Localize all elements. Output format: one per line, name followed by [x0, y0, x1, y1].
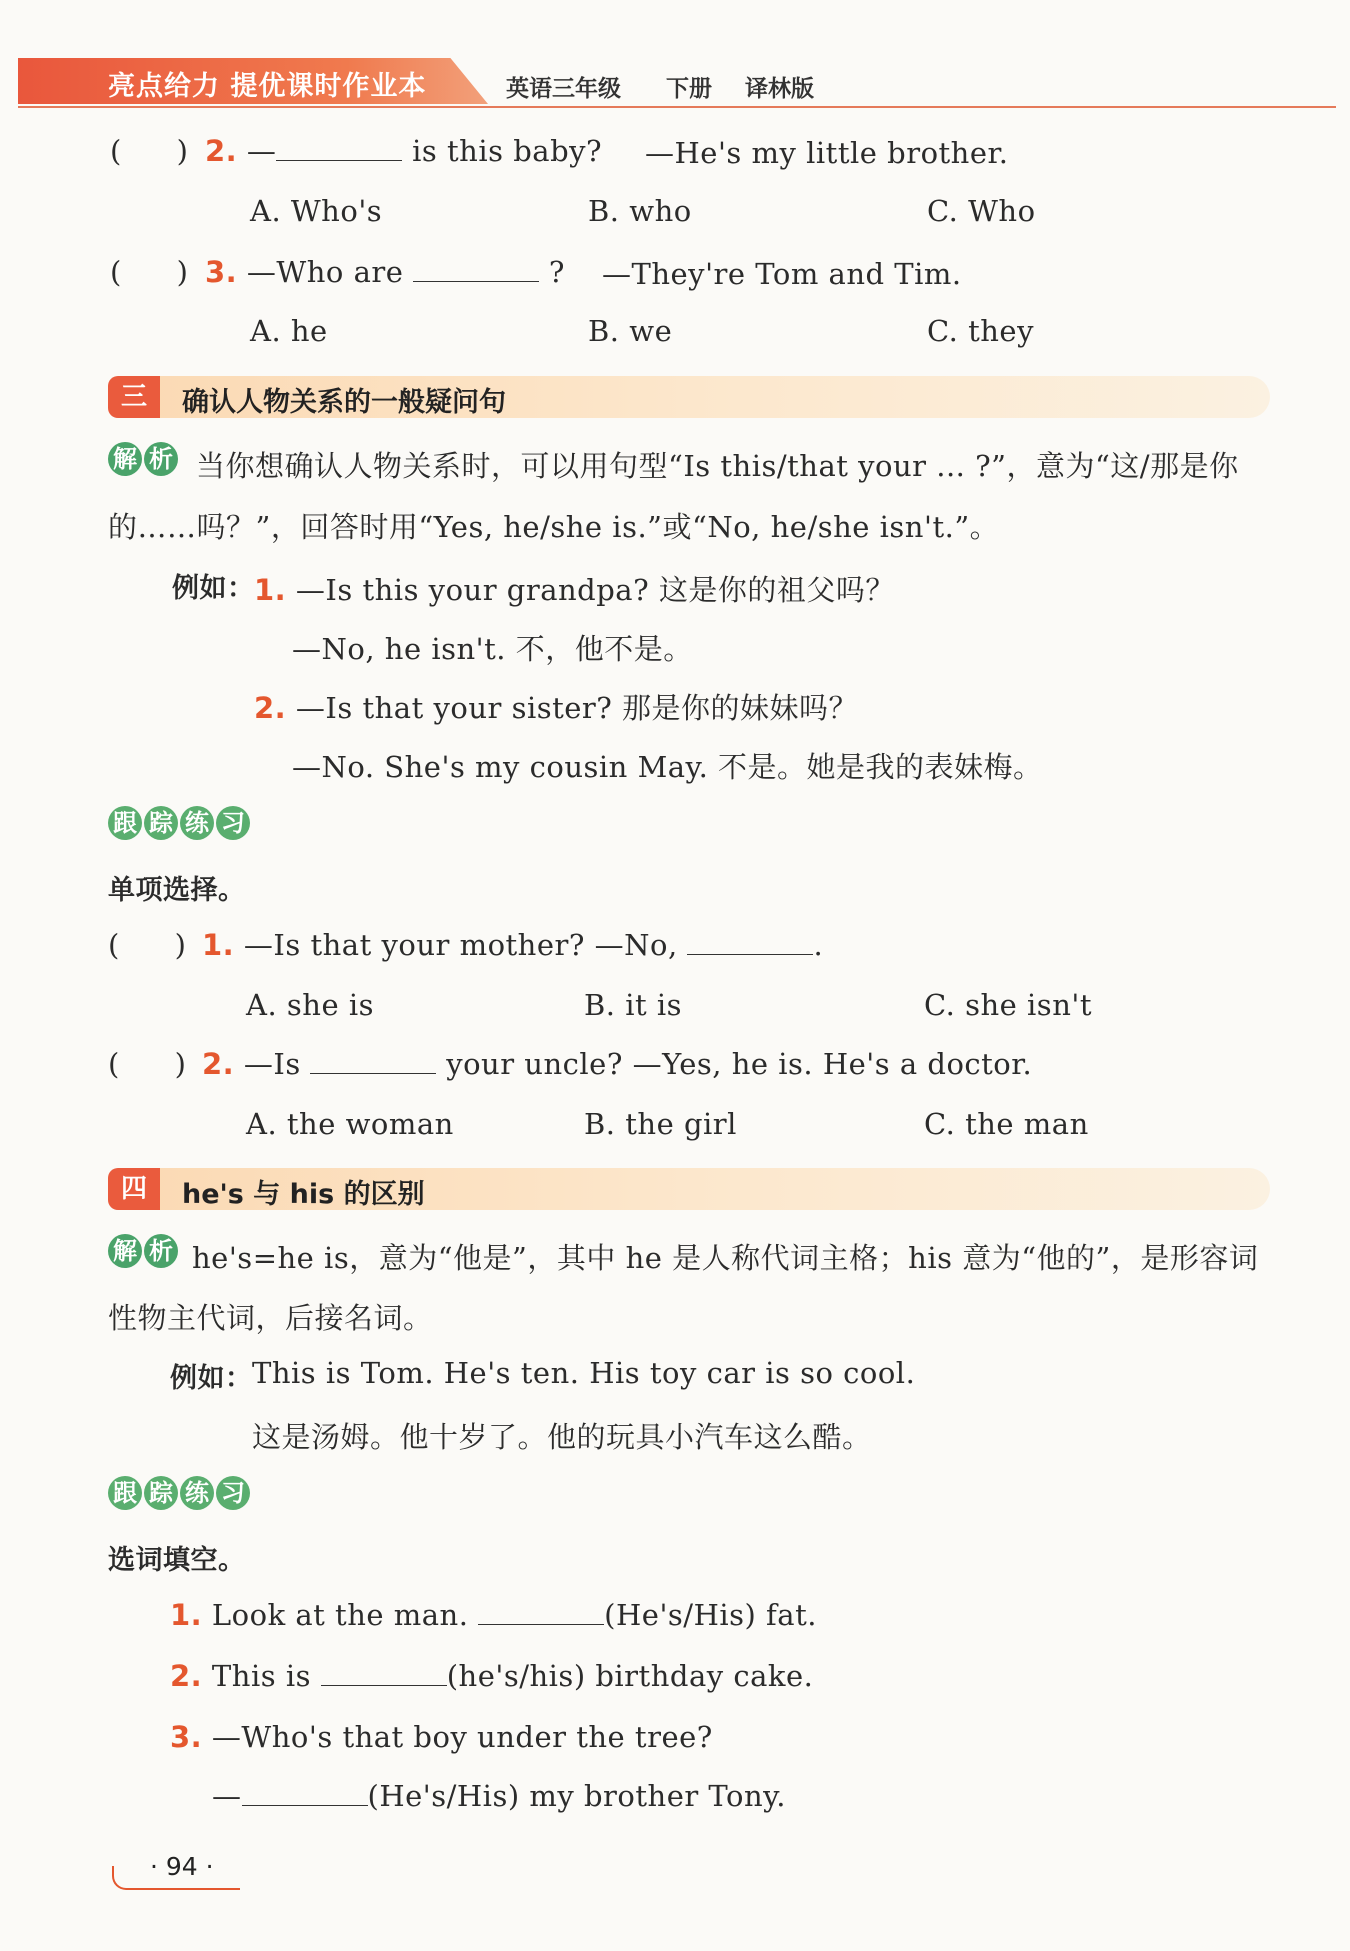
section-badge: 三	[108, 376, 160, 418]
example-1-question	[254, 568, 895, 609]
analysis-text-line-2: 的……吗？”，回答时用“Yes, he/she is.”或“No, he/she isn't.”。	[108, 510, 1000, 544]
section-badge: 四	[108, 1168, 160, 1210]
practice-char: 练	[180, 806, 214, 840]
option-a[interactable]: A. he	[250, 314, 328, 348]
book-title: 亮点给力 提优课时作业本	[108, 71, 427, 102]
option-a[interactable]: A. she is	[246, 988, 374, 1022]
analysis-char: 解	[108, 442, 142, 476]
page-number: · 94 ·	[150, 1852, 214, 1881]
answer-bracket[interactable]: ( )	[108, 1047, 186, 1081]
item-choices: (He's/His) fat.	[604, 1598, 817, 1632]
fill-item-1	[170, 1598, 817, 1632]
option-c[interactable]: C. the man	[924, 1107, 1089, 1141]
question-number: 3.	[205, 255, 238, 289]
option-b[interactable]: B. it is	[584, 988, 683, 1022]
practice-question-2	[202, 1047, 1032, 1081]
practice-label	[108, 806, 250, 840]
example-number: 1.	[254, 573, 287, 607]
answer-blank[interactable]	[413, 280, 539, 282]
question-text: is this baby?	[412, 134, 603, 168]
question-prefix: —Who are	[246, 255, 404, 289]
fill-item-2	[170, 1659, 813, 1693]
item-number: 3.	[170, 1720, 203, 1754]
practice-char: 跟	[108, 1476, 142, 1510]
analysis-text-line-1: he's=he is，意为“他是”，其中 he 是人称代词主格；his 意为“他的”，是形容词	[192, 1241, 1259, 1275]
answer-blank[interactable]	[276, 159, 402, 161]
example-label: 例如：	[172, 573, 255, 604]
edition-label: 译林版	[745, 76, 814, 102]
analysis-char: 析	[144, 442, 178, 476]
question-end: .	[813, 928, 824, 962]
question-number: 1.	[202, 928, 235, 962]
answer-blank[interactable]	[310, 1072, 436, 1074]
analysis-text-line-1: 当你想确认人物关系时，可以用句型“Is this/that your ... ?”，意为“这/那是你	[196, 449, 1239, 483]
question-text: —Is that your mother? —No,	[243, 928, 678, 962]
answer-blank[interactable]	[687, 953, 813, 955]
analysis-label	[108, 442, 178, 476]
item-text: This is	[211, 1659, 311, 1693]
option-b[interactable]: B. who	[588, 194, 692, 228]
section-title: he's 与 his 的区别	[182, 1179, 425, 1210]
option-a[interactable]: A. Who's	[250, 194, 383, 228]
question-prefix: —Is	[243, 1047, 301, 1081]
example-text: —Is this your grandpa? 这是你的祖父吗？	[295, 573, 895, 607]
practice-question-1	[202, 928, 823, 962]
option-c[interactable]: C. they	[927, 314, 1034, 348]
item-number: 1.	[170, 1598, 203, 1632]
volume-label: 下册	[666, 76, 712, 102]
analysis-char: 解	[108, 1234, 142, 1268]
analysis-char: 析	[144, 1234, 178, 1268]
question-prefix: —	[246, 134, 277, 168]
answer-blank[interactable]	[321, 1684, 447, 1686]
practice-char: 习	[216, 806, 250, 840]
example-2-answer: —No. She's my cousin May. 不是。她是我的表妹梅。	[292, 750, 1043, 784]
answer-bracket[interactable]: ( )	[110, 134, 188, 168]
example-chinese: 这是汤姆。他十岁了。他的玩具小汽车这么酷。	[252, 1420, 872, 1454]
answer-bracket[interactable]: ( )	[108, 928, 186, 962]
option-b[interactable]: B. the girl	[584, 1107, 737, 1141]
analysis-label	[108, 1234, 178, 1268]
practice-instruction: 单项选择。	[108, 875, 246, 906]
option-c[interactable]: C. she isn't	[924, 988, 1092, 1022]
practice-instruction: 选词填空。	[108, 1545, 246, 1576]
fill-item-3-answer	[212, 1779, 786, 1813]
item-choices: (he's/his) birthday cake.	[446, 1659, 814, 1693]
question-3	[205, 255, 565, 289]
fill-item-3	[170, 1720, 713, 1754]
example-text: —Is that your sister? 那是你的妹妹吗？	[295, 691, 859, 725]
item-number: 2.	[170, 1659, 203, 1693]
practice-char: 习	[216, 1476, 250, 1510]
option-c[interactable]: C. Who	[927, 194, 1036, 228]
example-label: 例如：	[170, 1363, 253, 1394]
option-b[interactable]: B. we	[588, 314, 673, 348]
question-reply: —He's my little brother.	[645, 136, 1009, 170]
subject-label: 英语三年级	[506, 76, 621, 102]
answer-dash: —	[212, 1779, 242, 1813]
option-a[interactable]: A. the woman	[246, 1107, 454, 1141]
answer-blank[interactable]	[478, 1623, 604, 1625]
analysis-text-line-2: 性物主代词，后接名词。	[108, 1301, 433, 1335]
item-text: —Who's that boy under the tree?	[211, 1720, 713, 1754]
practice-label	[108, 1476, 250, 1510]
question-2	[205, 134, 602, 168]
item-text: Look at the man.	[211, 1598, 469, 1632]
practice-char: 跟	[108, 806, 142, 840]
question-text: your uncle? —Yes, he is. He's a doctor.	[446, 1047, 1033, 1081]
header-divider	[18, 106, 1336, 108]
practice-char: 练	[180, 1476, 214, 1510]
question-number: 2.	[202, 1047, 235, 1081]
practice-char: 踪	[144, 806, 178, 840]
example-1-answer: —No, he isn't. 不，他不是。	[292, 632, 693, 666]
practice-char: 踪	[144, 1476, 178, 1510]
item-choices: (He's/His) my brother Tony.	[367, 1779, 786, 1813]
question-text: ?	[548, 255, 565, 289]
answer-blank[interactable]	[242, 1804, 368, 1806]
question-number: 2.	[205, 134, 238, 168]
section-title: 确认人物关系的一般疑问句	[182, 387, 506, 418]
example-2-question	[254, 686, 858, 727]
example-english: This is Tom. He's ten. His toy car is so cool.	[252, 1356, 916, 1390]
answer-bracket[interactable]: ( )	[110, 255, 188, 289]
example-number: 2.	[254, 691, 287, 725]
question-reply: —They're Tom and Tim.	[602, 257, 962, 291]
